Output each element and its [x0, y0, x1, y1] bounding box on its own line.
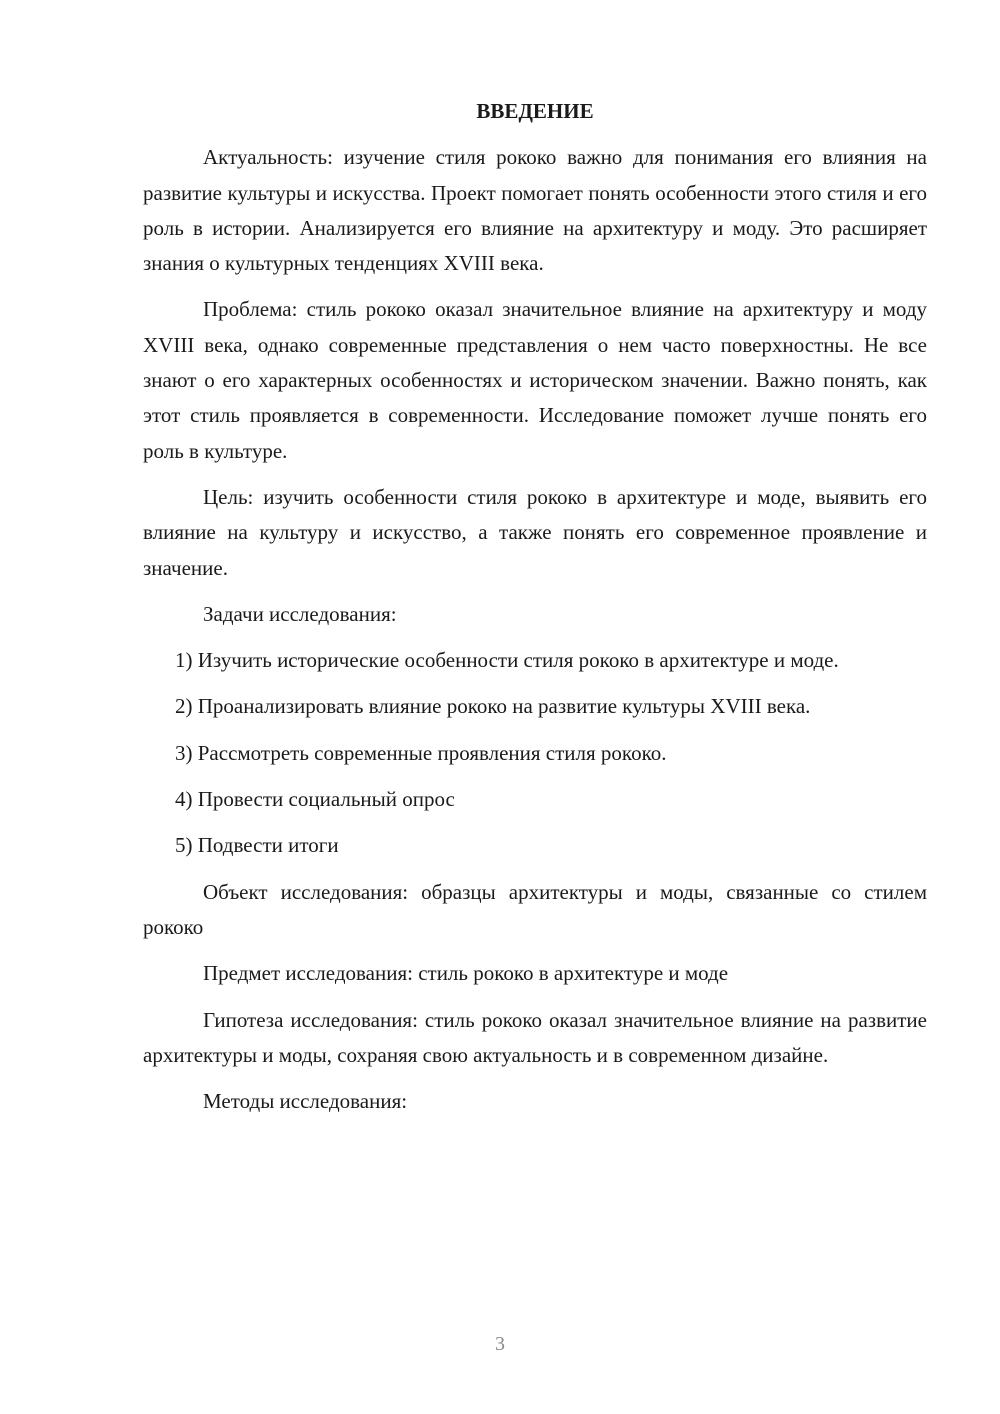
paragraph-methods: Методы исследования:: [203, 1089, 408, 1114]
paragraph-tasks-title: Задачи исследования:: [203, 601, 397, 626]
paragraph-hypothesis: Гипотеза исследования: стиль рококо оказал значительное влияние на развитие архитектуры и моды, сохраняя свою актуальность и в современном дизайне.: [143, 1007, 927, 1067]
paragraph-subject: Предмет исследования: стиль рококо в архитектуре и моде: [203, 961, 729, 986]
paragraph-problem: Проблема: стиль рококо оказал значительное влияние на архитектуру и моду XVIII века, однако современные представления о нем часто поверхностны. Не все знают о его характерных особенностях и историческом значении. Важно понять, как этот стиль проявляется в современности. Исследование поможет лучше понять его роль в культуре.: [143, 297, 927, 463]
section-heading: ВВЕДЕНИЕ: [476, 99, 594, 123]
page-content: [143, 94, 927, 1130]
paragraph-object: Объект исследования: образцы архитектуры и моды, связанные со стилем рококо: [143, 879, 927, 939]
paragraph-relevance: Актуальность: изучение стиля рококо важно для понимания его влияния на развитие культуры и искусства. Проект помогает понять особенности этого стиля и его роль в истории. Анализируется его влияние на архитектуру и моду. Это расширяет знания о культурных тенденциях XVIII века.: [143, 145, 927, 276]
task-item: 5) Подвести итоги: [175, 833, 339, 858]
task-item: 4) Провести социальный опрос: [175, 787, 455, 812]
task-item: 1) Изучить исторические особенности стиля рококо в архитектуре и моде.: [175, 648, 839, 673]
task-item: 2) Проанализировать влияние рококо на развитие культуры XVIII века.: [175, 694, 811, 719]
task-item: 3) Рассмотреть современные проявления стиля рококо.: [175, 740, 667, 765]
page-number: 3: [495, 1333, 505, 1355]
paragraph-goal: Цель: изучить особенности стиля рококо в архитектуре и моде, выявить его влияние на культуру и искусство, а также понять его современное проявление и значение.: [143, 484, 927, 580]
